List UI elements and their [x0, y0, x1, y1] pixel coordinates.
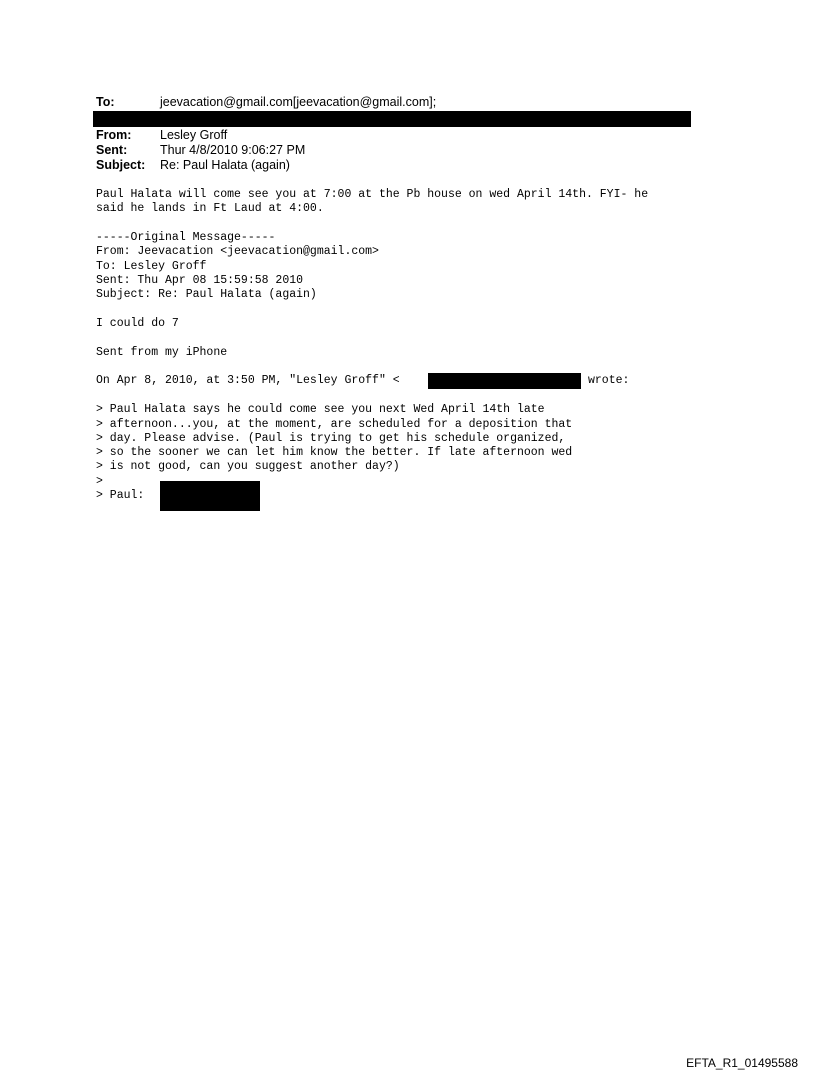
- redaction-bar-email: [428, 373, 581, 389]
- sent-value: Thur 4/8/2010 9:06:27 PM: [160, 143, 306, 157]
- signature-text: Sent from my iPhone: [96, 346, 228, 359]
- subject-row: [0, 158, 816, 173]
- to-value: jeevacation@gmail.com[jeevacation@gmail.com];: [160, 95, 437, 109]
- original-message-divider: -----Original Message-----: [96, 231, 276, 244]
- from-row: [0, 128, 816, 143]
- body-line: said he lands in Ft Laud at 4:00.: [96, 202, 324, 215]
- quoted-line: > so the sooner we can let him know the better. If late afternoon wed: [96, 446, 573, 459]
- from-label: From:: [96, 128, 132, 142]
- original-sent: Sent: Thu Apr 08 15:59:58 2010: [96, 274, 304, 287]
- quoted-line: > afternoon...you, at the moment, are scheduled for a deposition that: [96, 418, 573, 431]
- subject-value: Re: Paul Halata (again): [160, 158, 290, 172]
- reply-text: I could do 7: [96, 317, 179, 330]
- quoted-line: > is not good, can you suggest another day?): [96, 460, 400, 473]
- original-subject: Subject: Re: Paul Halata (again): [96, 288, 317, 301]
- original-from: From: Jeevacation <jeevacation@gmail.com>: [96, 245, 379, 258]
- wrote-prefix: On Apr 8, 2010, at 3:50 PM, "Lesley Groff" <: [96, 374, 400, 387]
- document-id: EFTA_R1_01495588: [686, 1056, 798, 1070]
- quoted-line: > Paul Halata says he could come see you next Wed April 14th late: [96, 403, 545, 416]
- body-line: Paul Halata will come see you at 7:00 at the Pb house on wed April 14th. FYI- he: [96, 188, 649, 201]
- sent-label: Sent:: [96, 143, 128, 157]
- subject-label: Subject:: [96, 158, 146, 172]
- redaction-bar-paul: [160, 481, 260, 511]
- redaction-bar-recipients: [93, 111, 691, 127]
- from-value: Lesley Groff: [160, 128, 228, 142]
- original-to: To: Lesley Groff: [96, 260, 207, 273]
- to-row: [0, 95, 816, 110]
- to-label: To:: [96, 95, 115, 109]
- quoted-line: >: [96, 475, 103, 488]
- sent-row: [0, 143, 816, 158]
- wrote-suffix: wrote:: [588, 374, 630, 387]
- quoted-line: > Paul:: [96, 489, 145, 502]
- quoted-line: > day. Please advise. (Paul is trying to get his schedule organized,: [96, 432, 566, 445]
